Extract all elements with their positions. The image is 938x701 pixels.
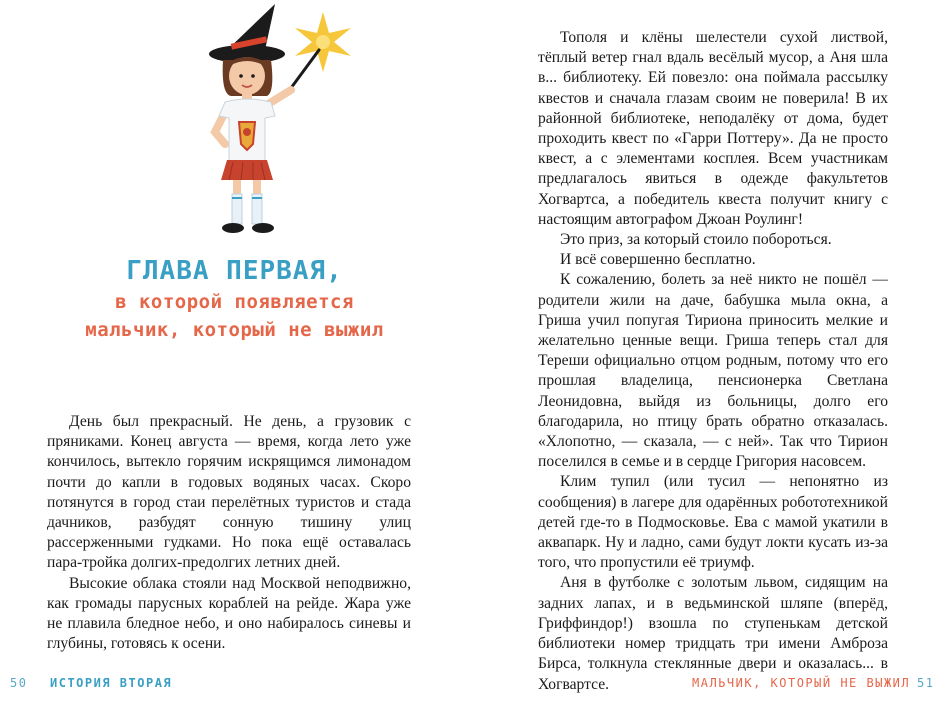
paragraph: Высокие облака стояли над Москвой неподвижно, как громады парусных кораблей на рейде. Жара уже не плавила бледное небо, и оно набиралось синевы и глубины, готовясь к осени. xyxy=(47,574,411,653)
left-body-text xyxy=(47,412,411,654)
chapter-subtitle-line1: в которой появляется xyxy=(115,291,354,313)
page-number-right xyxy=(917,676,934,690)
chapter-heading xyxy=(0,254,469,344)
paragraph: День был прекрасный. Не день, а грузовик с пряниками. Конец августа — время, когда лето уже кончилось, вытекло горячим искрящимся лимонадом почти до капли в годовых водяных часах. Скоро потянутся в город стаи перелётных туристов и стада дачников, разбудят сонную тишину улиц рассерженными гудками. Но пока ещё оставалась пара-тройка долгих-предолгих летних дней. xyxy=(47,413,411,572)
chapter-subtitle-line2: мальчик, который не выжил xyxy=(85,319,384,341)
running-head-left xyxy=(50,676,172,690)
paragraph: Аня в футболке с золотым львом, сидящим на задних лапах, и в ведьминской шляпе (вперёд, Гриффиндор!) взошла по ступенькам детской библиотеки номер тридцать три имени Амброза Бирса, толкнула стеклянные двери и оказалась... в Хогвартсе. xyxy=(538,574,888,693)
running-head: ИСТОРИЯ ВТОРАЯ xyxy=(50,676,173,690)
running-head: МАЛЬЧИК, КОТОРЫЙ НЕ ВЫЖИЛ xyxy=(692,676,911,690)
girl-witch-with-sparkler-icon xyxy=(195,4,360,240)
page-number: 51 xyxy=(917,676,935,690)
chapter-title: ГЛАВА ПЕРВАЯ, xyxy=(126,256,343,286)
paragraph: Это приз, за который стоило побороться. xyxy=(560,231,832,249)
right-body-text xyxy=(538,28,888,695)
page-number-left xyxy=(10,676,27,690)
paragraph: Тополя и клёны шелестели сухой листвой, тёплый ветер гнал вдаль весёлый мусор, а Аня шла в... библиотеку. Ей повезло: она поймала рассылку квестов и сначала глазам своим не поверила! В их районной библиотеке, неподалёку от дома, будет проходить квест по «Гарри Поттеру». Да не просто квест, а с элементами косплея. Всем участникам предлагалось явиться в одежде факультетов Хогвартса, а победитель квеста получит книгу с настоящим автографом Джоан Роулинг! xyxy=(538,29,888,228)
paragraph: Клим тупил (или тусил — непонятно из сообщения) в лагере для одарённых робототехникой детей где-то в Подмосковье. Ева с мамой укатили в аквапарк. Ну и ладно, сами будут локти кусать из-за того, что пропустили её триумф. xyxy=(538,473,888,572)
paragraph: И всё совершенно бесплатно. xyxy=(560,251,756,269)
running-head-right xyxy=(692,676,910,690)
paragraph: К сожалению, болеть за неё никто не пошёл — родители жили на даче, бабушка мыла окна, а Гриша учил попугая Тириона приносить мелкие и желательно ценные вещи. Гриша теперь стал для Тереши официально отцом родным, потому что его прошлая владелица, пенсионерка Светлана Леонидовна, выйдя из больницы, долго его благодарила, но птицу брать обратно отказалась. «Хлопотно, — сказала, — с ней». Так что Тирион поселился в семье и в сердце Григория насовсем. xyxy=(538,271,888,471)
page-number: 50 xyxy=(10,676,28,690)
